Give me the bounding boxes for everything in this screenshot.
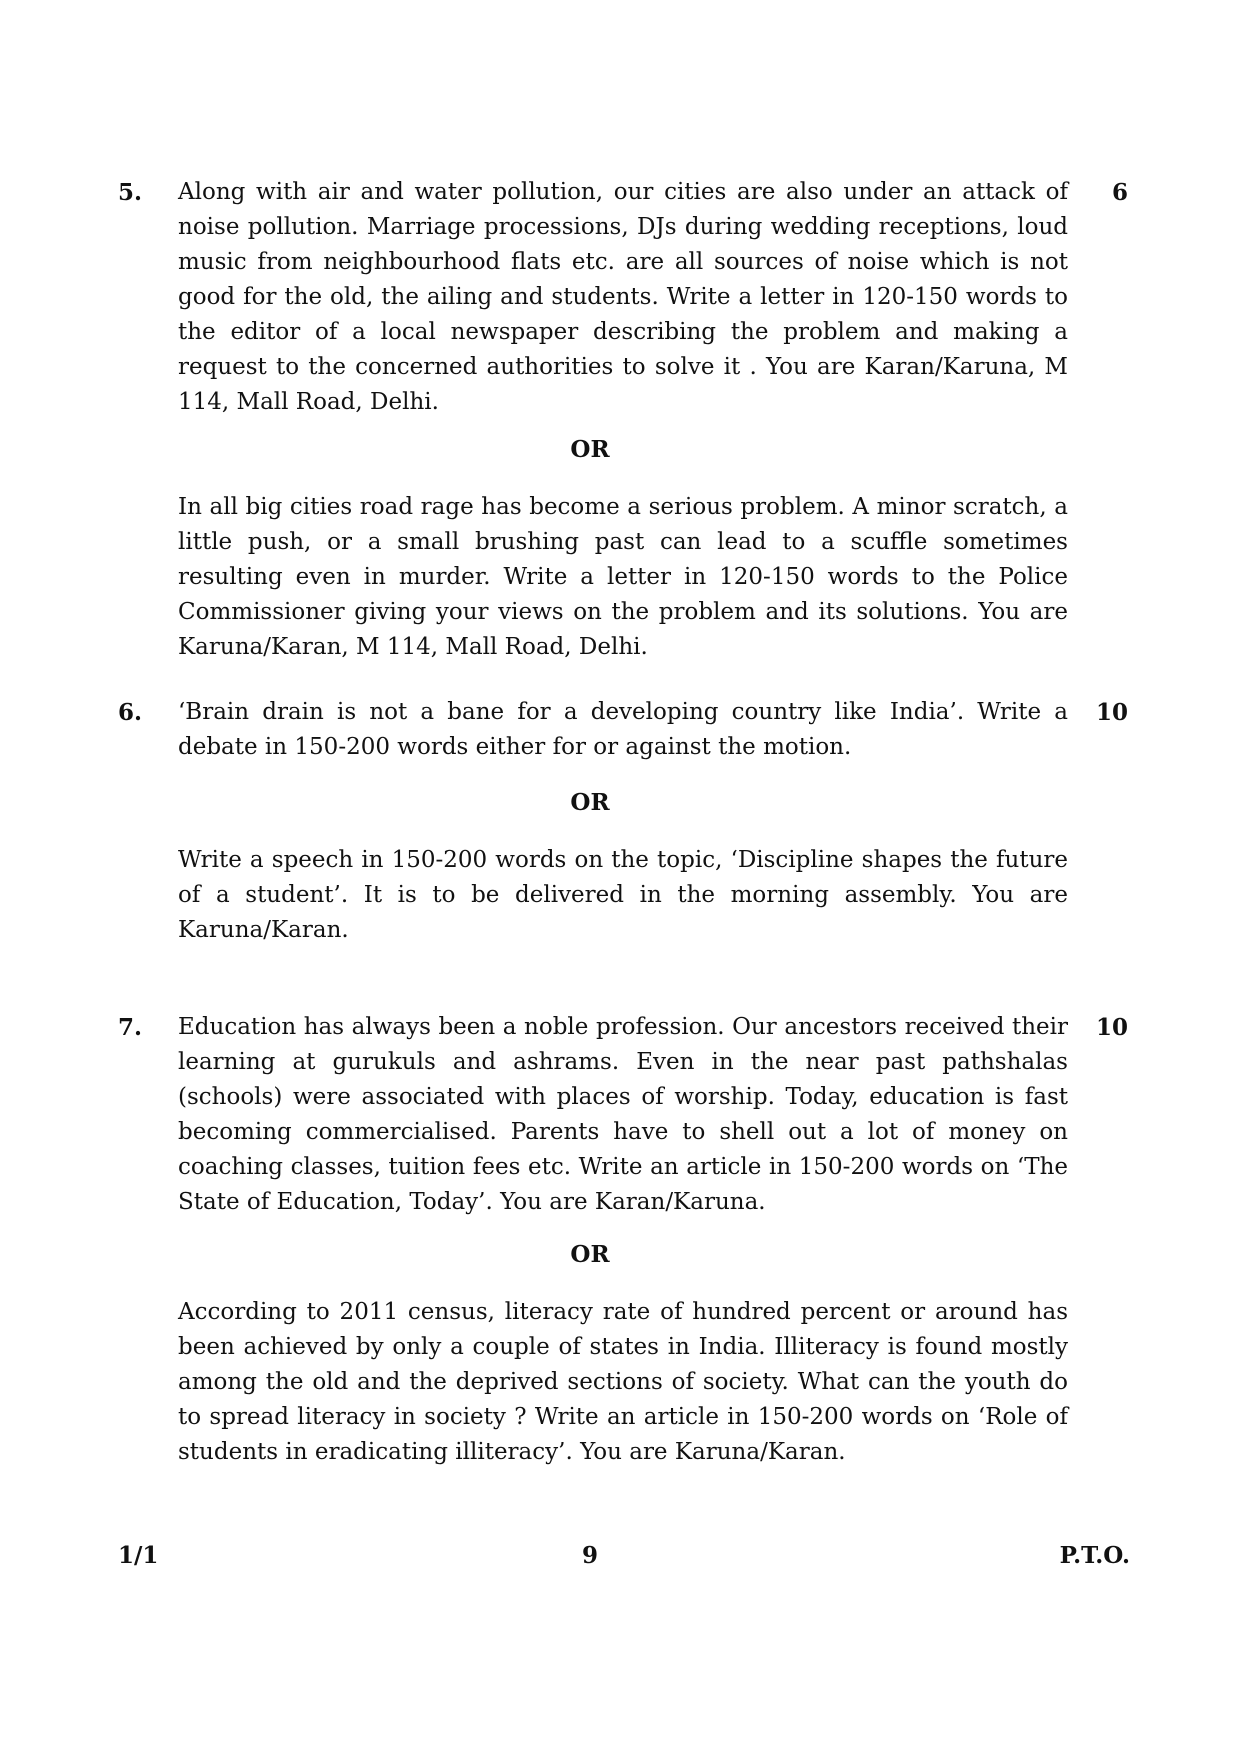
- question-marks: 10: [1095, 1014, 1128, 1041]
- question-text: ‘Brain drain is not a bane for a developing country like India’. Write a debate in 150-200 words either for or against the motion.: [178, 699, 1068, 760]
- question-marks: 10: [1095, 699, 1128, 726]
- or-separator: OR: [570, 436, 610, 463]
- footer-code: 1/1: [118, 1542, 159, 1569]
- page-number: 9: [581, 1542, 598, 1569]
- question-number: 7.: [118, 1014, 143, 1041]
- alternative-text: Write a speech in 150-200 words on the topic, ‘Discipline shapes the future of a student’. It is to be delivered in the morning assembly. You are Karuna/Karan.: [178, 847, 1068, 943]
- question-text: Along with air and water pollution, our cities are also under an attack of noise pollution. Marriage processions, DJs during wedding receptions, loud music from neighbourhood flats etc. are all sources of noise which is not good for the old, the ailing and students. Write a letter in 120-150 words to the editor of a local newspaper describing the problem and making a request to the concerned authorities to solve it . You are Karan/Karuna, M 114, Mall Road, Delhi.: [178, 179, 1068, 415]
- question-text: Education has always been a noble profession. Our ancestors received their learning at gurukuls and ashrams. Even in the near past pathshalas (schools) were associated with places of worship. Today, education is fast becoming commercialised. Parents have to shell out a lot of money on coaching classes, tuition fees etc. Write an article in 150-200 words on ‘The State of Education, Today’. You are Karan/Karuna.: [178, 1014, 1068, 1215]
- question-number: 5.: [118, 179, 143, 206]
- alternative-text: In all big cities road rage has become a serious problem. A minor scratch, a little push, or a small brushing past can lead to a scuffle sometimes resulting even in murder. Write a letter in 120-150 words to the Police Commissioner giving your views on the problem and its solutions. You are Karuna/Karan, M 114, Mall Road, Delhi.: [178, 494, 1068, 660]
- question-number: 6.: [118, 699, 143, 726]
- question-marks: 6: [1111, 179, 1128, 206]
- or-separator: OR: [570, 789, 610, 816]
- alternative-text: According to 2011 census, literacy rate of hundred percent or around has been achieved by only a couple of states in India. Illiteracy is found mostly among the old and the deprived sections of society. What can the youth do to spread literacy in society ? Write an article in 150-200 words on ‘Role of students in eradicating illiteracy’. You are Karuna/Karan.: [178, 1299, 1068, 1465]
- or-separator: OR: [570, 1241, 610, 1268]
- please-turn-over: P.T.O.: [1059, 1542, 1130, 1569]
